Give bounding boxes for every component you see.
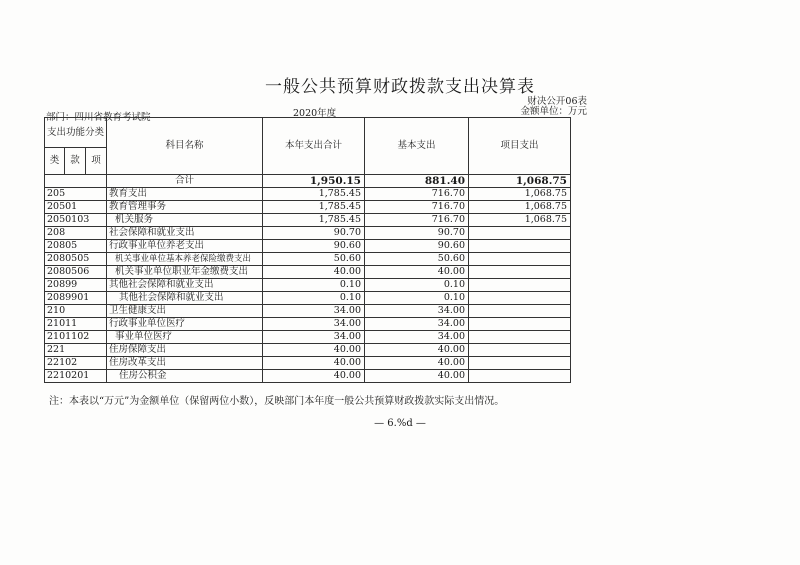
row-project [469,305,571,318]
row-basic: 716.70 [365,201,469,214]
header-subject-name: 科目名称 [107,118,263,175]
row-total: 34.00 [263,305,365,318]
table-row [45,318,571,331]
row-subject-name: 教育管理事务 [107,201,263,214]
amount-unit: 金额单位：万元 [520,106,587,117]
row-basic: 0.10 [365,292,469,305]
row-subject-name: 社会保障和就业支出 [107,227,263,240]
table-row [45,201,571,214]
header-lei: 类 [45,148,65,175]
total-label: 合计 [107,175,263,188]
header-xiang: 项 [86,148,107,175]
row-subject-name: 其他社会保障和就业支出 [107,292,263,305]
row-code: 210 [45,305,107,318]
row-basic: 34.00 [365,305,469,318]
header-total: 本年支出合计 [263,118,365,175]
table-row [45,305,571,318]
row-project [469,370,571,383]
fiscal-year: 2020年度 [293,108,337,119]
row-basic: 716.70 [365,188,469,201]
page-number: — 6.%d — [374,418,426,429]
header-project: 项目支出 [469,118,571,175]
row-project: 1,068.75 [469,201,571,214]
row-subject-name: 机关事业单位职业年金缴费支出 [107,266,263,279]
row-project: 1,068.75 [469,214,571,227]
row-code: 2080506 [45,266,107,279]
row-code: 2210201 [45,370,107,383]
row-total: 34.00 [263,318,365,331]
row-subject-name: 卫生健康支出 [107,305,263,318]
row-code: 22102 [45,357,107,370]
table-row [45,331,571,344]
row-code: 205 [45,188,107,201]
row-basic: 716.70 [365,214,469,227]
header-kuan: 款 [65,148,86,175]
row-total: 0.10 [263,279,365,292]
table-row [45,344,571,357]
table-row [45,240,571,253]
table-row [45,279,571,292]
row-project [469,240,571,253]
total-basic: 881.40 [365,175,469,188]
row-basic: 90.70 [365,227,469,240]
table-row [45,253,571,266]
row-subject-name: 行政事业单位医疗 [107,318,263,331]
row-code: 2101102 [45,331,107,344]
row-project [469,227,571,240]
row-subject-name: 机关事业单位基本养老保险缴费支出 [107,253,263,266]
row-basic: 90.60 [365,240,469,253]
row-basic: 50.60 [365,253,469,266]
row-subject-name: 行政事业单位养老支出 [107,240,263,253]
row-total: 40.00 [263,266,365,279]
row-basic: 40.00 [365,370,469,383]
row-total: 0.10 [263,292,365,305]
row-project [469,318,571,331]
row-total: 1,785.45 [263,201,365,214]
row-subject-name: 住房公积金 [107,370,263,383]
department-label: 部门：四川省教育考试院 [46,112,151,123]
form-code: 财决公开06表 [527,96,587,107]
row-code: 2050103 [45,214,107,227]
row-basic: 0.10 [365,279,469,292]
table-row [45,214,571,227]
row-subject-name: 其他社会保障和就业支出 [107,279,263,292]
row-project [469,331,571,344]
table-row [45,292,571,305]
row-project [469,292,571,305]
table-row [45,370,571,383]
row-total: 40.00 [263,357,365,370]
row-subject-name: 教育支出 [107,188,263,201]
row-subject-name: 机关服务 [107,214,263,227]
row-project [469,344,571,357]
row-total: 1,785.45 [263,214,365,227]
row-total: 34.00 [263,331,365,344]
row-subject-name: 住房改革支出 [107,357,263,370]
row-basic: 40.00 [365,266,469,279]
table-row [45,227,571,240]
total-sum: 1,950.15 [263,175,365,188]
row-project: 1,068.75 [469,188,571,201]
row-total: 40.00 [263,344,365,357]
row-subject-name: 事业单位医疗 [107,331,263,344]
row-code: 2080505 [45,253,107,266]
row-total: 90.60 [263,240,365,253]
row-code: 221 [45,344,107,357]
row-basic: 40.00 [365,357,469,370]
row-project [469,253,571,266]
row-basic: 40.00 [365,344,469,357]
row-code: 20899 [45,279,107,292]
total-code-cell [45,175,107,188]
table-row [45,357,571,370]
row-code: 20805 [45,240,107,253]
row-total: 90.70 [263,227,365,240]
total-project: 1,068.75 [469,175,571,188]
row-subject-name: 住房保障支出 [107,344,263,357]
expenditure-table [44,117,571,383]
row-basic: 34.00 [365,318,469,331]
total-row [45,175,571,188]
row-code: 20501 [45,201,107,214]
row-project [469,279,571,292]
report-title: 一般公共预算财政拨款支出决算表 [265,77,535,97]
row-project [469,266,571,279]
row-total: 1,785.45 [263,188,365,201]
row-code: 2089901 [45,292,107,305]
row-total: 40.00 [263,370,365,383]
table-row [45,188,571,201]
header-func-class: 支出功能分类 [45,118,107,148]
row-code: 21011 [45,318,107,331]
row-basic: 34.00 [365,331,469,344]
table-note: 注：本表以“万元”为金额单位（保留两位小数），反映部门本年度一般公共预算财政拨款实际支出情况。 [49,396,505,407]
table-row [45,266,571,279]
row-code: 208 [45,227,107,240]
row-total: 50.60 [263,253,365,266]
header-basic: 基本支出 [365,118,469,175]
row-project [469,357,571,370]
